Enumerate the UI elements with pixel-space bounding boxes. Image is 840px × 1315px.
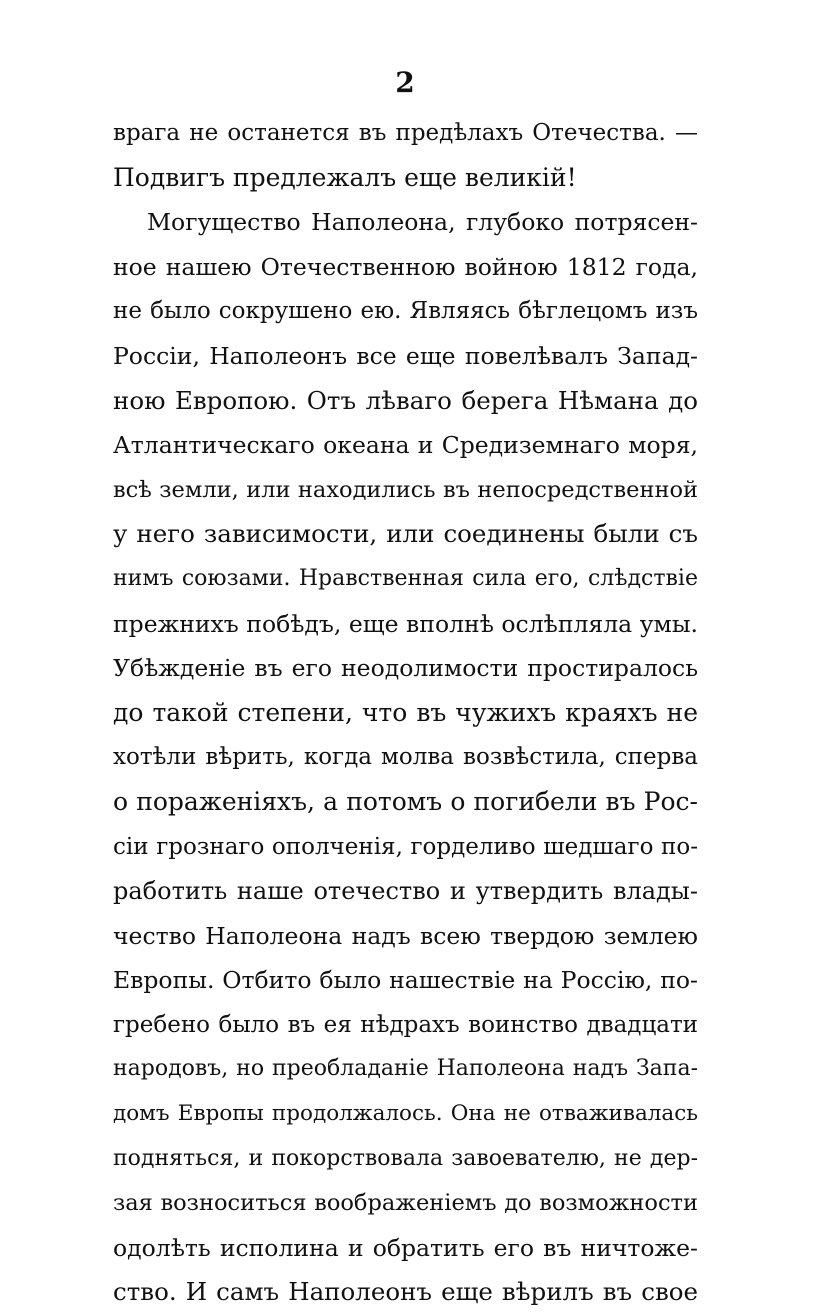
text-line: ное нашею Отечественною войною 1812 года, — [113, 252, 698, 281]
text-line: ство. И самъ Наполеонъ еще вѣрилъ въ свое — [113, 1277, 698, 1307]
text-line: гребено было въ ея нѣдрахъ воинство двадцати — [113, 1011, 698, 1038]
text-line: у него зависимости, или соединены были съ — [113, 519, 698, 549]
body-text — [113, 111, 698, 1315]
text-line: зая возноситься воображеніемъ до возможности — [113, 1190, 698, 1217]
text-line: не было сокрушено ею. Являясь бѣглецомъ изъ — [113, 298, 698, 325]
text-line: Подвигъ предлежалъ еще великій! — [113, 162, 577, 192]
text-line: Могущество Наполеона, глубоко потрясен- — [147, 208, 698, 237]
text-line: Россіи, Наполеонъ все еще повелѣвалъ Запад- — [113, 341, 698, 370]
text-line: нимъ союзами. Нравственная сила его, слѣдствіе — [113, 565, 698, 591]
text-line: чество Наполеона надъ всею твердою землею — [113, 921, 698, 950]
text-line: народовъ, но преобладаніе Наполеона надъ Запа- — [113, 1056, 698, 1082]
text-line: прежнихъ побѣдъ, еще вполнѣ ослѣпляла умы. — [113, 609, 698, 638]
text-line: сіи грознаго ополченія, горделиво шедшаго по- — [113, 833, 698, 860]
page-number: 2 — [395, 66, 415, 99]
text-line: работить наше отечество и утвердить влады- — [113, 877, 698, 906]
text-line: подняться, и покорствовала завоевателю, не дер- — [113, 1145, 698, 1171]
text-line: Убѣжденіе въ его неодолимости простиралось — [113, 654, 698, 683]
text-line: всѣ земли, или находились въ непосредственной — [113, 476, 698, 503]
text-line: Атлантическаго океана и Средиземнаго моря, — [113, 431, 698, 460]
text-line: хотѣли вѣрить, когда молва возвѣстила, сперва — [113, 744, 698, 771]
text-line: о пораженіяхъ, а потомъ о погибели въ Рос- — [113, 786, 698, 816]
text-line: ною Европою. Отъ лѣваго берега Нѣмана до — [113, 385, 698, 415]
text-line: врага не останется въ предѣлахъ Отечества. — — [113, 120, 698, 146]
text-line: до такой степени, что въ чужихъ краяхъ не — [113, 697, 698, 727]
text-line: Европы. Отбито было нашествіе на Россію, по- — [113, 966, 698, 995]
text-line: домъ Европы продолжалось. Она не отваживалась — [113, 1101, 698, 1127]
text-line: одолѣть исполина и обратить его въ ничтоже- — [113, 1233, 698, 1262]
